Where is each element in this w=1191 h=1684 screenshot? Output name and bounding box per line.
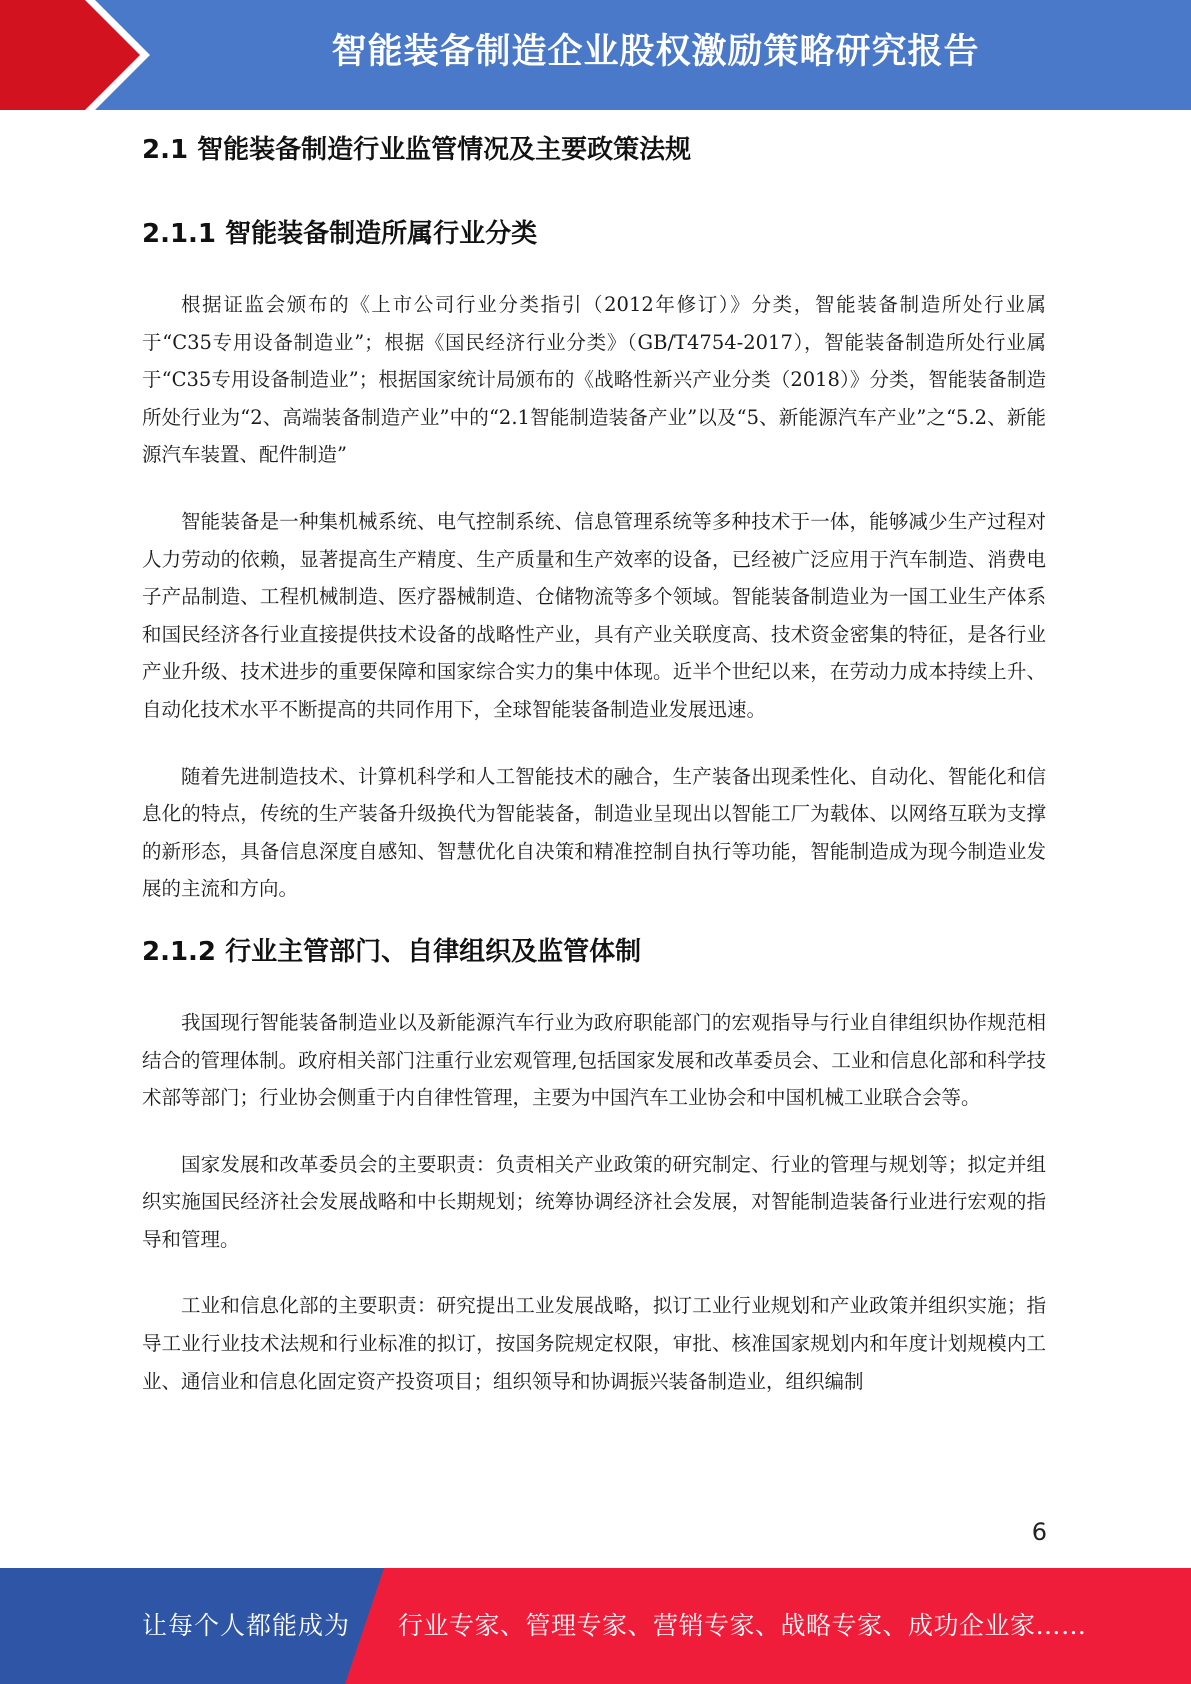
report-title: 智能装备制造企业股权激励策略研究报告	[331, 32, 980, 72]
section-heading-2-1: 2.1 智能装备制造行业监管情况及主要政策法规	[142, 135, 692, 165]
paragraph: 我国现行智能装备制造业以及新能源汽车行业为政府职能部门的宏观指导与行业自律组织协作规范相结合的管理体制。政府相关部门注重行业宏观管理,包括国家发展和改革委员会、工业和信息化部和科学技术部等部门；行业协会侧重于内自律性管理，主要为中国汽车工业协会和中国机械工业联合会等。	[142, 1010, 1046, 1110]
section-heading-2-1-2: 2.1.2 行业主管部门、自律组织及监管体制	[142, 936, 642, 967]
footer-slogan-right: 行业专家、管理专家、营销专家、战略专家、成功企业家……	[398, 1611, 1087, 1640]
main-content	[142, 130, 1046, 1400]
paragraph: 随着先进制造技术、计算机科学和人工智能技术的融合，生产装备出现柔性化、自动化、智能化和信息化的特点，传统的生产装备升级换代为智能装备，制造业呈现出以智能工厂为载体、以网络互联为支撑的新形态，具备信息深度自感知、智慧优化自决策和精准控制自执行等功能，智能制造成为现今制造业发展的主流和方向。	[142, 764, 1046, 901]
footer-banner	[0, 1568, 1191, 1684]
paragraph: 智能装备是一种集机械系统、电气控制系统、信息管理系统等多种技术于一体，能够减少生产过程对人力劳动的依赖，显著提高生产精度、生产质量和生产效率的设备，已经被广泛应用于汽车制造、消费电子产品制造、工程机械制造、医疗器械制造、仓储物流等多个领域。智能装备制造业为一国工业生产体系和国民经济各行业直接提供技术设备的战略性产业，具有产业关联度高、技术资金密集的特征，是各行业产业升级、技术进步的重要保障和国家综合实力的集中体现。近半个世纪以来，在劳动力成本持续上升、自动化技术水平不断提高的共同作用下，全球智能装备制造业发展迅速。	[142, 509, 1046, 721]
red-chevron-icon	[0, 0, 140, 110]
paragraph: 国家发展和改革委员会的主要职责：负责相关产业政策的研究制定、行业的管理与规划等；拟定并组织实施国民经济社会发展战略和中长期规划；统筹协调经济社会发展，对智能制造装备行业进行宏观的指导和管理。	[142, 1152, 1046, 1251]
page-number: 6	[1031, 1518, 1047, 1546]
paragraph: 根据证监会颁布的《上市公司行业分类指引（2012年修订）》分类，智能装备制造所处行业属于“C35专用设备制造业”；根据《国民经济行业分类》（GB/T4754-2017），智能装备制造所处行业属于“C35专用设备制造业”；根据国家统计局颁布的《战略性新兴产业分类（2018）》分类，智能装备制造所处行业为“2、高端装备制造产业”中的“2.1智能制造装备产业”以及“5、新能源汽车产业”之“5.2、新能源汽车装置、配件制造”	[142, 293, 1046, 467]
section-heading-2-1-1: 2.1.1 智能装备制造所属行业分类	[142, 219, 538, 249]
header-banner	[0, 0, 1191, 110]
paragraph: 工业和信息化部的主要职责：研究提出工业发展战略，拟订工业行业规划和产业政策并组织实施；指导工业行业技术法规和行业标准的拟订，按国务院规定权限，审批、核准国家规划内和年度计划规模内工业、通信业和信息化固定资产投资项目；组织领导和协调振兴装备制造业，组织编制	[142, 1294, 1046, 1393]
footer-slogan-left: 让每个人都能成为	[142, 1611, 351, 1640]
